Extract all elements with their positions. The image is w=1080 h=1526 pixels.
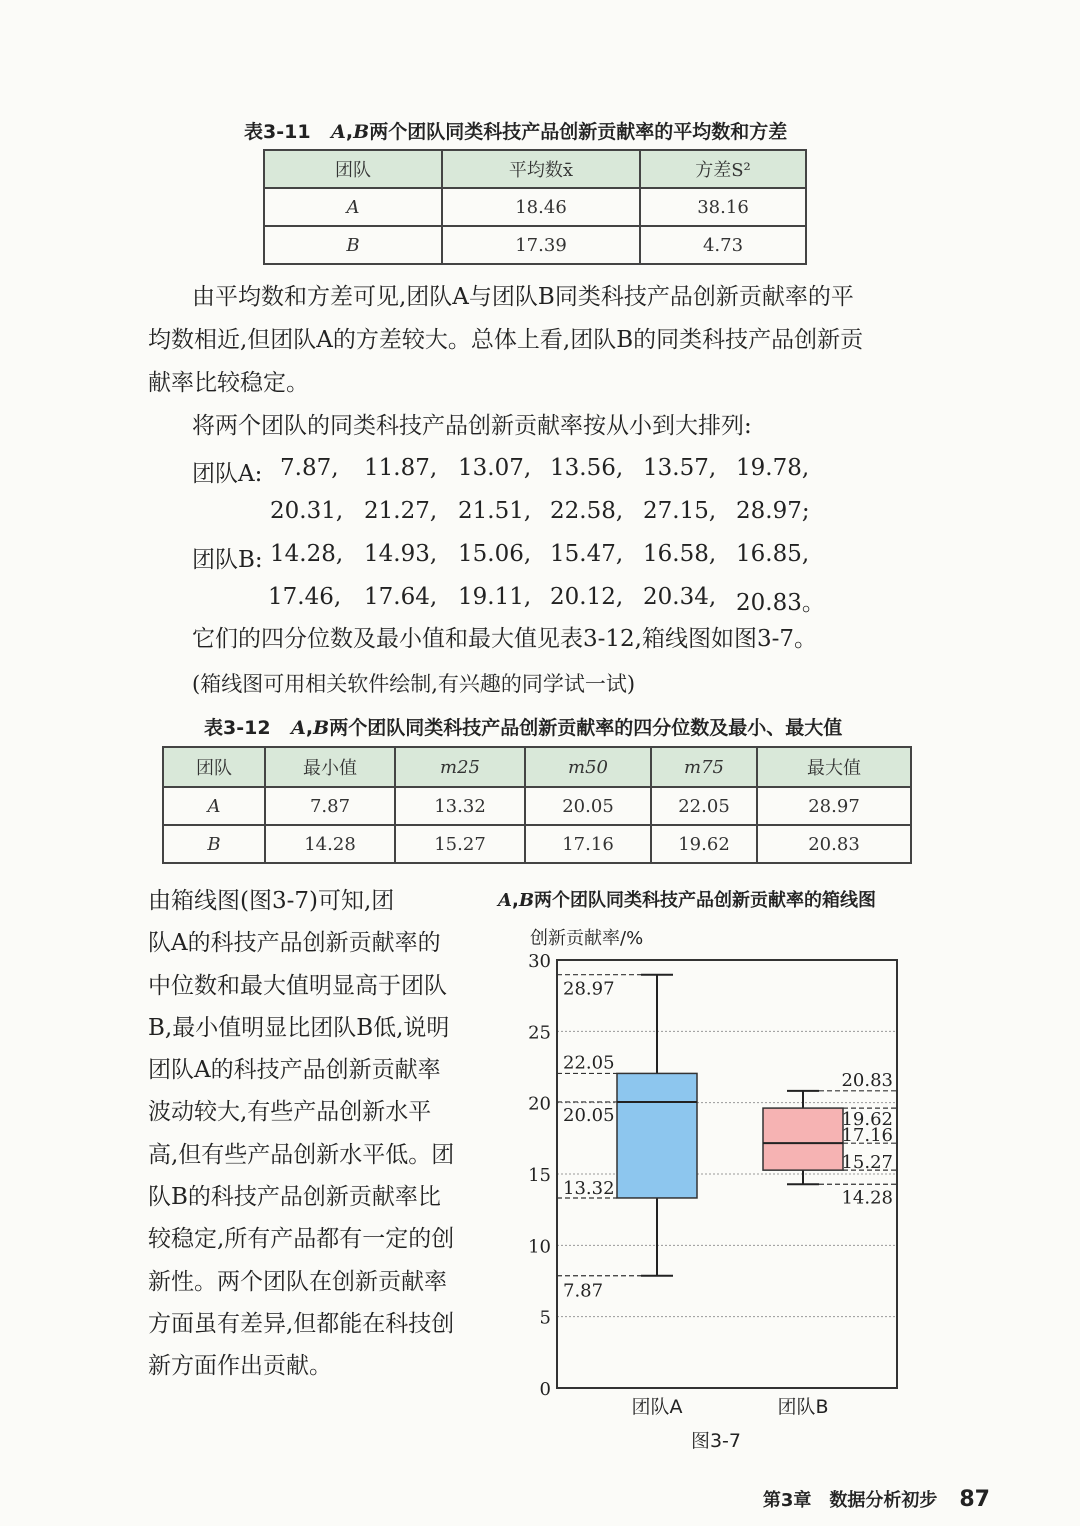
- cell-mean: 18.46: [442, 188, 640, 226]
- team-b-label: 团队B:: [192, 547, 263, 573]
- side-line: 高,但有些产品创新水平低。团: [148, 1141, 455, 1168]
- caption-italic-a: A: [291, 717, 306, 739]
- cell-m50: 20.05: [525, 787, 651, 825]
- side-line: B,最小值明显比团队B低,说明: [148, 1014, 450, 1041]
- cell-variance: 38.16: [640, 188, 806, 226]
- sorted-value: 7.87,: [280, 455, 339, 481]
- sorted-value: 20.34,: [643, 584, 717, 610]
- caption-sep: ,: [345, 121, 354, 143]
- value-label: 13.32: [563, 1177, 615, 1199]
- side-line: 新性。两个团队在创新贡献率: [148, 1268, 447, 1295]
- side-line: 由箱线图(图3-7)可知,团: [148, 888, 395, 914]
- cell-m75: 19.62: [651, 825, 757, 863]
- paragraph-3: 它们的四分位数及最小值和最大值见表3-12,箱线图如图3-7。: [192, 626, 818, 652]
- header-max: 最大值: [757, 747, 911, 787]
- cell-min: 14.28: [265, 825, 395, 863]
- value-label: 20.83: [841, 1069, 893, 1091]
- cell-team-b: B: [346, 234, 360, 256]
- cell-m25: 15.27: [395, 825, 525, 863]
- table-number: 表3-11: [244, 121, 311, 143]
- paragraph-4: (箱线图可用相关软件绘制,有兴趣的同学试一试): [192, 672, 636, 696]
- y-axis-label: 创新贡献率/%: [530, 928, 644, 949]
- y-tick-label: 0: [539, 1379, 551, 1400]
- side-line: 队B的科技产品创新贡献率比: [148, 1184, 441, 1211]
- caption-italic-b: B: [353, 121, 370, 143]
- figure-title-text: 两个团队同类科技产品创新贡献率的箱线图: [534, 890, 877, 911]
- y-tick-label: 20: [528, 1093, 551, 1115]
- cell-mean: 17.39: [442, 226, 640, 264]
- value-label: 22.05: [563, 1052, 615, 1074]
- cell-max: 28.97: [757, 787, 911, 825]
- cell-m50: 17.16: [525, 825, 651, 863]
- page-footer: [763, 1486, 990, 1512]
- sorted-value: 28.97;: [736, 498, 810, 524]
- figure-title-italic-b: B: [518, 890, 535, 911]
- m25-label: m25: [440, 756, 480, 778]
- cell-max: 20.83: [757, 825, 911, 863]
- team-a-label: 团队A:: [192, 461, 263, 487]
- sorted-value: 17.64,: [364, 584, 438, 610]
- table-number: 表3-12: [204, 717, 271, 739]
- sorted-value: 11.87,: [364, 455, 438, 481]
- sorted-value: 16.58,: [643, 541, 717, 567]
- value-label: 20.05: [563, 1104, 615, 1126]
- sorted-value: 20.12,: [550, 584, 624, 610]
- cell-team-a: A: [207, 795, 221, 817]
- chapter-label: 第3章 数据分析初步: [762, 1490, 938, 1511]
- y-tick-label: 30: [528, 951, 551, 972]
- sorted-value: 22.58,: [550, 498, 624, 524]
- value-label: 19.62: [841, 1109, 893, 1131]
- paragraph-2: 将两个团队的同类科技产品创新贡献率按从小到大排列:: [192, 413, 752, 439]
- sorted-value: 15.06,: [458, 541, 532, 567]
- caption-italic-b: B: [313, 717, 330, 739]
- m50-label: m50: [568, 756, 608, 778]
- cell-m25: 13.32: [395, 787, 525, 825]
- sorted-value: 19.11,: [458, 584, 532, 610]
- figure-title-italic-a: A: [498, 890, 512, 911]
- sorted-value: 20.31,: [270, 498, 344, 524]
- cell-m75: 22.05: [651, 787, 757, 825]
- caption-sep: ,: [305, 717, 314, 739]
- header-variance: 方差S²: [640, 150, 806, 188]
- figure-caption: 图3-7: [690, 1430, 742, 1452]
- sorted-value: 13.56,: [550, 455, 624, 481]
- side-line: 队A的科技产品创新贡献率的: [148, 930, 441, 957]
- page-number: 87: [959, 1487, 990, 1512]
- sorted-value: 14.93,: [364, 541, 438, 567]
- value-label: 15.27: [841, 1152, 893, 1174]
- paragraph-line: 均数相近,但团队A的方差较大。总体上看,团队B的同类科技产品创新贡: [148, 327, 864, 353]
- caption-italic-a: A: [331, 121, 346, 143]
- y-tick-label: 15: [528, 1165, 551, 1186]
- box-b: [763, 1108, 843, 1170]
- side-line: 较稳定,所有产品都有一定的创: [148, 1226, 455, 1253]
- side-line: 波动较大,有些产品创新水平: [148, 1099, 432, 1126]
- header-team: 团队: [264, 150, 442, 188]
- y-tick-label: 25: [528, 1022, 551, 1044]
- value-label: 14.28: [841, 1187, 893, 1209]
- m75-label: m75: [684, 756, 724, 778]
- side-line: 团队A的科技产品创新贡献率: [148, 1057, 441, 1084]
- sorted-value: 27.15,: [643, 498, 717, 524]
- caption-text: 两个团队同类科技产品创新贡献率的平均数和方差: [369, 121, 788, 143]
- cell-team-a: A: [346, 196, 360, 218]
- paragraph-line: 献率比较稳定。: [148, 370, 309, 396]
- box-a: [617, 1073, 697, 1198]
- side-line: 中位数和最大值明显高于团队: [148, 972, 447, 999]
- cell-variance: 4.73: [640, 226, 806, 264]
- header-min: 最小值: [265, 747, 395, 787]
- sorted-value: 19.78,: [736, 455, 810, 481]
- y-tick-label: 5: [539, 1307, 551, 1329]
- side-line: 新方面作出贡献。: [148, 1353, 332, 1380]
- header-team: 团队: [163, 747, 265, 787]
- sorted-value: 13.07,: [458, 455, 532, 481]
- header-mean: 平均数x̄: [442, 150, 640, 188]
- value-label: 7.87: [563, 1280, 604, 1302]
- sorted-value: 13.57,: [643, 455, 717, 481]
- value-label: 28.97: [563, 978, 615, 1000]
- sorted-value: 16.85,: [736, 541, 810, 567]
- x-category-label: 团队B: [777, 1396, 829, 1418]
- cell-min: 7.87: [265, 787, 395, 825]
- sorted-value: 15.47,: [550, 541, 624, 567]
- cell-team-b: B: [207, 833, 221, 855]
- side-line: 方面虽有差异,但都能在科技创: [148, 1310, 455, 1337]
- sorted-value: 14.28,: [270, 541, 344, 567]
- value-label: 17.16: [841, 1125, 893, 1147]
- sorted-value: 20.83。: [736, 590, 825, 616]
- sorted-value: 17.46,: [268, 584, 342, 610]
- sorted-value: 21.51,: [458, 498, 532, 524]
- x-category-label: 团队A: [631, 1396, 683, 1418]
- caption-text: 两个团队同类科技产品创新贡献率的四分位数及最小、最大值: [329, 717, 843, 739]
- y-tick-label: 10: [528, 1236, 551, 1258]
- sorted-value: 21.27,: [364, 498, 438, 524]
- paragraph-line: 由平均数和方差可见,团队A与团队B同类科技产品创新贡献率的平: [192, 284, 854, 310]
- figure-title-sep: ,: [511, 890, 519, 911]
